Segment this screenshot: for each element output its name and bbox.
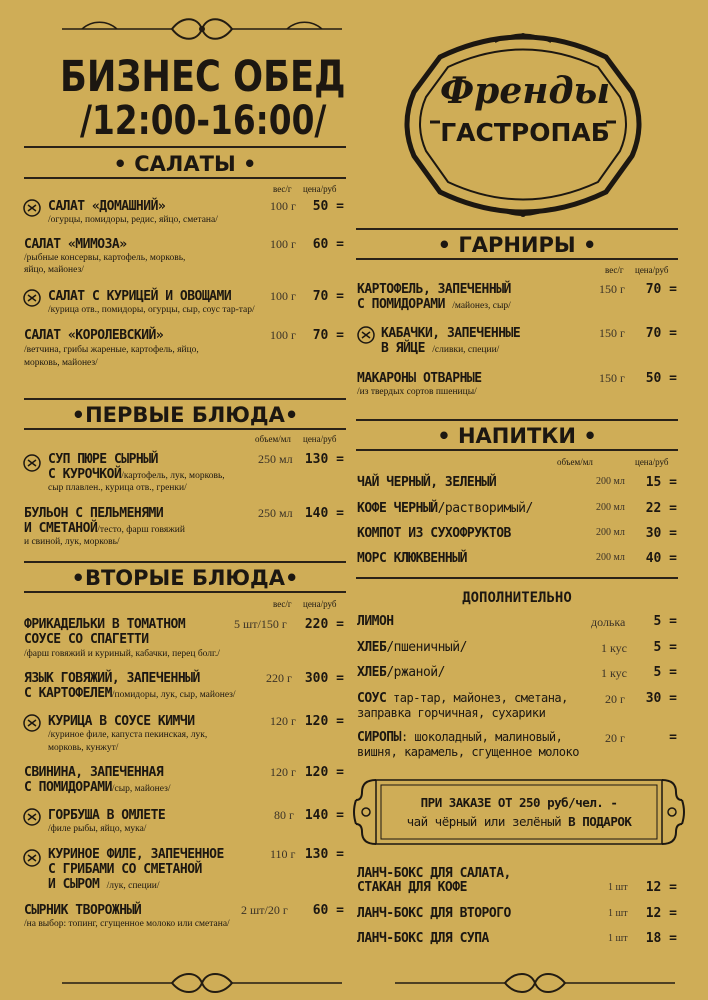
- menu-item-desc: тар-тар, майонез, сметана,: [386, 691, 568, 705]
- menu-item-name-line: И СЫРОМ: [48, 877, 100, 892]
- seconds-rule-top: [24, 561, 346, 563]
- drinks-col-weight: объем/мл: [557, 457, 593, 467]
- menu-item-name: [357, 297, 511, 314]
- menu-item-name: СЫРНИК ТВОРОЖНЫЙ: [24, 903, 142, 918]
- menu-item-name: С ГРИБАМИ СО СМЕТАНОЙ: [48, 862, 202, 877]
- menu-item-desc: заправка горчичная, сухарики: [357, 706, 546, 720]
- menu-item-price: 140 =: [304, 506, 344, 521]
- seconds-title: •ВТОРЫЕ БЛЮДА•: [71, 566, 299, 590]
- menu-item-weight: 200 мл: [596, 552, 625, 563]
- menu-item-name-line: С КАРТОФЕЛЕМ: [24, 686, 112, 701]
- menu-item-weight: 200 мл: [596, 476, 625, 487]
- menu-item-desc: /филе рыбы, яйцо, мука/: [48, 824, 147, 834]
- menu-item-name: ГОРБУША В ОМЛЕТЕ: [48, 808, 166, 823]
- garnish-rule-top: [356, 228, 678, 230]
- garnish-rule-bottom: [356, 258, 678, 260]
- menu-item-weight: 100 г: [270, 237, 296, 251]
- menu-item-name-line: КОФЕ ЧЕРНЫЙ: [357, 501, 438, 516]
- menu-item-name: [357, 640, 467, 655]
- menu-item-desc: /майонез, сыр/: [452, 301, 511, 311]
- menu-item-desc: сыр плавлен., курица отв., гренки/: [48, 483, 187, 493]
- salads-col-weight: вес/г: [273, 184, 292, 194]
- firsts-rule-bottom: [24, 428, 346, 430]
- menu-item-name: КУРИЦА В СОУСЕ КИМЧИ: [48, 714, 195, 729]
- hot-dish-icon: [23, 808, 41, 826]
- menu-item-desc: /на выбор: топинг, сгущенное молоко или сметана/: [24, 919, 230, 929]
- menu-item-name: [357, 501, 533, 516]
- menu-item-desc: вишня, карамель, сгущенное молоко: [357, 745, 579, 759]
- menu-item-weight: 2 шт/20 г: [241, 903, 288, 917]
- menu-item-weight: 80 г: [274, 808, 294, 822]
- menu-item-weight: 200 мл: [596, 527, 625, 538]
- menu-item-weight: 250 мл: [258, 452, 293, 466]
- menu-item-price: 18 =: [645, 931, 677, 946]
- menu-item-desc: /помидоры, лук, сыр, майонез/: [111, 690, 236, 700]
- drinks-col-price: цена/руб: [635, 457, 669, 467]
- menu-item-weight: 150 г: [599, 282, 625, 296]
- bottom-flourish: [62, 968, 342, 998]
- salads-col-price: цена/руб: [303, 184, 337, 194]
- menu-item-name-line: В ЯЙЦЕ: [381, 341, 425, 356]
- drinks-title: • НАПИТКИ •: [437, 424, 597, 448]
- menu-item-price: 50 =: [645, 371, 677, 386]
- menu-item-qty: 1 шт: [608, 882, 628, 893]
- bottom-flourish-right: [395, 968, 675, 998]
- promo-line1: ПРИ ЗАКАЗЕ ОТ 250 руб/чел. -: [420, 795, 618, 810]
- menu-item-weight: 1 кус: [601, 641, 627, 655]
- menu-item-name: [24, 686, 236, 703]
- menu-item-weight: 200 мл: [596, 502, 625, 513]
- hot-dish-icon: [23, 849, 41, 867]
- extras-title: ДОПОЛНИТЕЛЬНО: [462, 590, 572, 606]
- menu-item-name: ФРИКАДЕЛЬКИ В ТОМАТНОМ: [24, 617, 186, 632]
- menu-item-price: 70 =: [645, 282, 677, 297]
- menu-item-price: 12 =: [645, 880, 677, 895]
- menu-item-desc: и свиной, лук, морковь/: [24, 537, 120, 547]
- menu-item-price: 5 =: [653, 614, 677, 629]
- menu-item-name-line: С ПОМИДОРАМИ: [24, 780, 112, 795]
- menu-item-qty: 1 шт: [608, 908, 628, 919]
- garnish-col-price: цена/руб: [635, 265, 669, 275]
- menu-item-price: 70 =: [645, 326, 677, 341]
- firsts-col-weight: объем/мл: [255, 434, 291, 444]
- menu-item-desc: морковь, кунжут/: [48, 743, 119, 753]
- menu-item-weight: долька: [591, 615, 626, 629]
- menu-item-name: [381, 341, 499, 358]
- menu-item-price: 22 =: [645, 501, 677, 516]
- menu-item-price: 120 =: [304, 765, 344, 780]
- logo-subtitle: ГАСТРОПАБ: [440, 118, 610, 147]
- menu-item-price: 60 =: [312, 903, 344, 918]
- menu-item-desc: морковь, майонез/: [24, 358, 98, 368]
- menu-item-name: СТАКАН ДЛЯ КОФЕ: [357, 880, 467, 895]
- drinks-rule-top: [356, 419, 678, 421]
- menu-item-price: 5 =: [653, 665, 677, 680]
- menu-item-name: [357, 691, 568, 706]
- logo-script: Френды: [440, 70, 611, 112]
- drinks-rule-bottom: [356, 449, 678, 451]
- menu-item-desc: /ветчина, грибы жареные, картофель, яйцо,: [24, 345, 199, 355]
- menu-item-weight: 110 г: [270, 847, 296, 861]
- menu-item-name: ЯЗЫК ГОВЯЖИЙ, ЗАПЕЧЕННЫЙ: [24, 671, 200, 686]
- menu-item-name: [357, 730, 562, 745]
- hot-dish-icon: [23, 454, 41, 472]
- menu-item-name: САЛАТ С КУРИЦЕЙ И ОВОЩАМИ: [48, 289, 232, 304]
- menu-item-name: ЛАНЧ-БОКС ДЛЯ СУПА: [357, 931, 489, 946]
- seconds-col-weight: вес/г: [273, 599, 292, 609]
- menu-item-desc: /сливки, специи/: [432, 345, 500, 355]
- menu-item-weight: 20 г: [605, 692, 625, 706]
- menu-item-name: КУРИНОЕ ФИЛЕ, ЗАПЕЧЕННОЕ: [48, 847, 224, 862]
- menu-item-price: 15 =: [645, 475, 677, 490]
- menu-item-name: СОУСЕ СО СПАГЕТТИ: [24, 632, 149, 647]
- menu-item-name: КАРТОФЕЛЬ, ЗАПЕЧЕННЫЙ: [357, 282, 511, 297]
- firsts-col-price: цена/руб: [303, 434, 337, 444]
- menu-item-price: 70 =: [312, 328, 344, 343]
- menu-item-name: КОМПОТ ИЗ СУХОФРУКТОВ: [357, 526, 511, 541]
- promo-frame: [352, 770, 686, 854]
- menu-item-name-line: И СМЕТАНОЙ: [24, 521, 98, 536]
- hot-dish-icon: [357, 326, 375, 344]
- menu-item-qty: 1 шт: [608, 933, 628, 944]
- promo-line2: [380, 814, 658, 829]
- menu-item-name: КАБАЧКИ, ЗАПЕЧЕННЫЕ: [381, 326, 521, 341]
- menu-item-desc: /растворимый/: [437, 501, 533, 516]
- menu-item-desc: /огурцы, помидоры, редис, яйцо, сметана/: [48, 215, 218, 225]
- business-lunch-hours: /12:00-16:00/: [80, 98, 327, 144]
- menu-item-price: 220 =: [304, 617, 344, 632]
- menu-item-desc: /из твердых сортов пшеницы/: [357, 387, 477, 397]
- seconds-rule-bottom: [24, 591, 346, 593]
- menu-item-desc: яйцо, майонез/: [24, 265, 84, 275]
- menu-item-name: ЧАЙ ЧЕРНЫЙ, ЗЕЛЕНЫЙ: [357, 475, 497, 490]
- firsts-rule-top: [24, 398, 346, 400]
- hot-dish-icon: [23, 289, 41, 307]
- menu-item-weight: 150 г: [599, 326, 625, 340]
- menu-item-name-line: С КУРОЧКОЙ: [48, 467, 122, 482]
- menu-item-price: 5 =: [653, 640, 677, 655]
- menu-item-name: МОРС КЛЮКВЕННЫЙ: [357, 551, 467, 566]
- menu-item-desc: /сыр, майонез/: [111, 784, 171, 794]
- page-title: БИЗНЕС ОБЕД: [60, 52, 346, 102]
- menu-item-name: ЛАНЧ-БОКС ДЛЯ ВТОРОГО: [357, 906, 511, 921]
- menu-item-desc: /лук, специи/: [106, 881, 160, 891]
- drinks-rule-end: [356, 577, 678, 579]
- menu-item-price: 50 =: [312, 199, 344, 214]
- menu-item-weight: 220 г: [266, 671, 292, 685]
- menu-item-weight: 100 г: [270, 289, 296, 303]
- menu-item-name: САЛАТ «ДОМАШНИЙ»: [48, 199, 166, 214]
- menu-item-weight: 120 г: [270, 714, 296, 728]
- menu-item-name: [48, 877, 160, 894]
- menu-item-name: САЛАТ «МИМОЗА»: [24, 237, 127, 252]
- menu-item-name: ЛИМОН: [357, 614, 394, 629]
- menu-item-name: САЛАТ «КОРОЛЕВСКИЙ»: [24, 328, 164, 343]
- menu-item-desc: /картофель, лук, морковь,: [121, 471, 225, 481]
- salads-title: • САЛАТЫ •: [113, 152, 257, 176]
- salads-rule-bottom: [24, 177, 346, 179]
- menu-item-desc: /тесто, фарш говяжий: [97, 525, 185, 535]
- promo-line2-text: чай чёрный или зелёный: [406, 814, 569, 829]
- garnish-col-weight: вес/г: [605, 265, 624, 275]
- menu-item-price: 30 =: [645, 526, 677, 541]
- firsts-title: •ПЕРВЫЕ БЛЮДА•: [71, 403, 299, 427]
- menu-item-desc: /ржаной/: [386, 665, 445, 680]
- menu-item-name-line: ХЛЕБ: [357, 640, 387, 655]
- menu-item-weight: 20 г: [605, 731, 625, 745]
- menu-item-desc: /курица отв., помидоры, огурцы, сыр, соус тар-тар/: [48, 305, 255, 315]
- menu-item-weight: 250 мл: [258, 506, 293, 520]
- menu-item-desc: /куриное филе, капуста пекинская, лук,: [48, 730, 208, 740]
- menu-item-name: ЛАНЧ-БОКС ДЛЯ САЛАТА,: [357, 866, 511, 881]
- menu-item-desc: : шоколадный, малиновый,: [400, 730, 563, 744]
- menu-item-weight: 100 г: [270, 199, 296, 213]
- menu-item-price: 300 =: [304, 671, 344, 686]
- menu-item-price: 12 =: [645, 906, 677, 921]
- seconds-col-price: цена/руб: [303, 599, 337, 609]
- menu-item-price: 30 =: [645, 691, 677, 706]
- menu-item-price: 70 =: [312, 289, 344, 304]
- promo-gift-label: В ПОДАРОК: [568, 814, 632, 829]
- menu-item-desc: /пшеничный/: [386, 640, 467, 655]
- menu-item-price: =: [669, 730, 677, 745]
- menu-item-name-line: С ПОМИДОРАМИ: [357, 297, 445, 312]
- menu-item-desc: /фарш говяжий и куриный, кабачки, перец болг./: [24, 649, 220, 659]
- menu-item-name: СУП ПЮРЕ СЫРНЫЙ: [48, 452, 158, 467]
- menu-item-name: МАКАРОНЫ ОТВАРНЫЕ: [357, 371, 482, 386]
- menu-item-name: [357, 665, 445, 680]
- top-flourish: [62, 12, 342, 46]
- menu-item-price: 60 =: [312, 237, 344, 252]
- hot-dish-icon: [23, 199, 41, 217]
- menu-item-name: БУЛЬОН С ПЕЛЬМЕНЯМИ: [24, 506, 164, 521]
- hot-dish-icon: [23, 714, 41, 732]
- garnish-title: • ГАРНИРЫ •: [437, 233, 597, 257]
- menu-item-price: 140 =: [304, 808, 344, 823]
- menu-item-price: 40 =: [645, 551, 677, 566]
- menu-item-name-line: СОУС: [357, 691, 387, 706]
- menu-item-weight: 120 г: [270, 765, 296, 779]
- menu-item-weight: 100 г: [270, 328, 296, 342]
- menu-item-weight: 5 шт/150 г: [234, 617, 287, 631]
- menu-item-price: 120 =: [304, 714, 344, 729]
- menu-item-name-line: ХЛЕБ: [357, 665, 387, 680]
- salads-rule-top: [24, 146, 346, 148]
- menu-item-price: 130 =: [304, 847, 344, 862]
- menu-item-name: СВИНИНА, ЗАПЕЧЕННАЯ: [24, 765, 164, 780]
- menu-item-weight: 1 кус: [601, 666, 627, 680]
- menu-item-price: 130 =: [304, 452, 344, 467]
- menu-item-name: [24, 780, 170, 797]
- menu-item-name-line: СИРОПЫ: [357, 730, 401, 745]
- menu-item-weight: 150 г: [599, 371, 625, 385]
- menu-item-desc: /рыбные консервы, картофель, морковь,: [24, 253, 186, 263]
